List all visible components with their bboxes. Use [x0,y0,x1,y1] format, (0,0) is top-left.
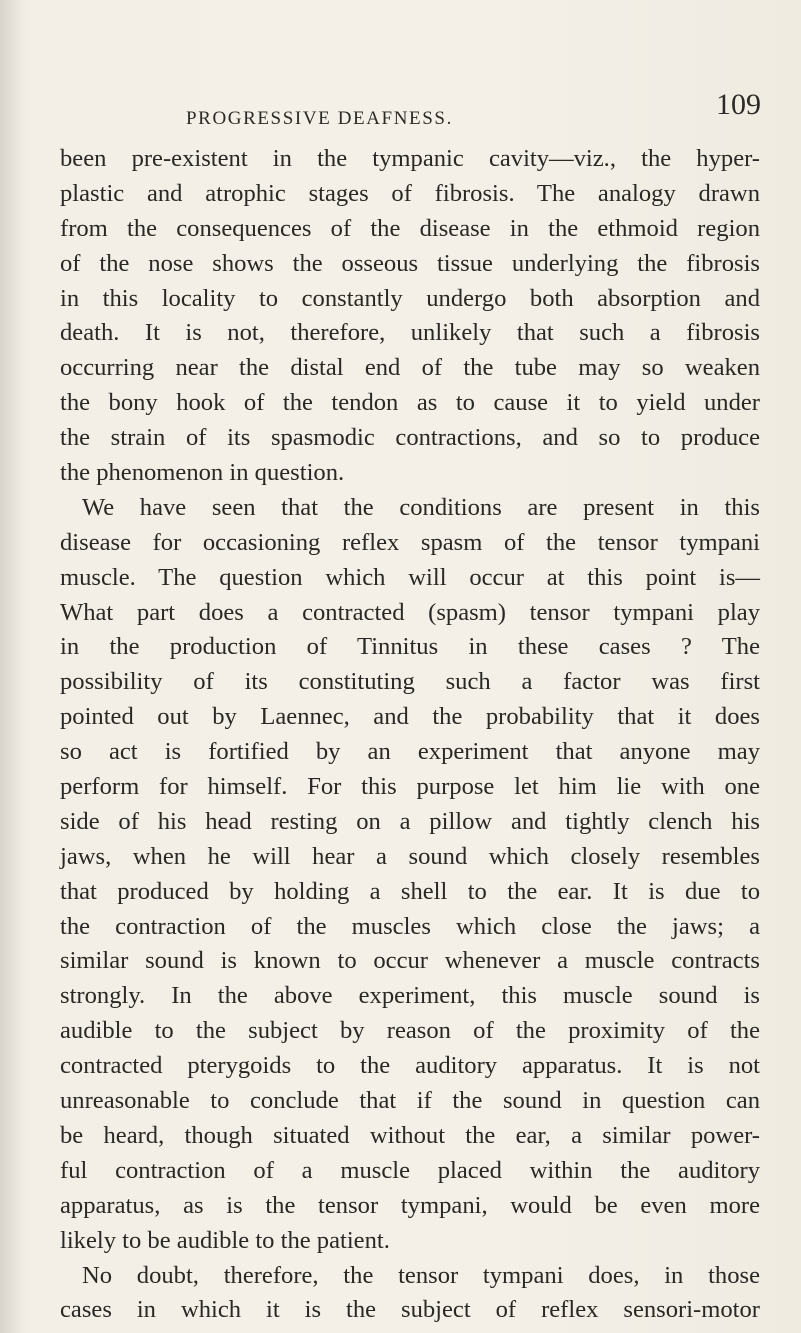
running-title: PROGRESSIVE DEAFNESS. [186,108,453,129]
text-line: so act is fortified by an experiment that anyone may [60,738,760,766]
text-line: strongly. In the above experiment, this muscle sound is [60,982,760,1010]
text-line: the phenomenon in question. [60,459,345,487]
text-line: side of his head resting on a pillow and tightly clench his [60,807,760,835]
text-line: from the consequences of the disease in the ethmoid region [60,214,760,242]
text-line: the strain of its spasmodic contractions, and so to produce [60,424,760,452]
text-line: muscle. The question which will occur at this point is— [60,563,760,591]
page-gutter-shadow [0,0,22,1333]
text-line: plastic and atrophic stages of fibrosis. The analogy drawn [60,179,760,207]
text-line: possibility of its constituting such a factor was first [60,668,760,696]
text-line: We have seen that the conditions are present in this [82,493,760,521]
text-line: What part does a contracted (spasm) tensor tympani play [60,598,760,626]
text-line: the contraction of the muscles which close the jaws; a [60,912,760,940]
text-line: apparatus, as is the tensor tympani, would be even more [60,1191,760,1219]
text-line: cases in which it is the subject of reflex sensori-motor [60,1296,760,1324]
text-line: perform for himself. For this purpose let him lie with one [60,773,760,801]
text-line: the bony hook of the tendon as to cause it to yield under [60,389,760,417]
page-number: 109 [716,88,761,121]
text-line: of the nose shows the osseous tissue underlying the fibrosis [60,249,760,277]
text-line: jaws, when he will hear a sound which closely resembles [60,842,760,870]
text-line: pointed out by Laennec, and the probability that it does [60,703,760,731]
text-line: No doubt, therefore, the tensor tympani does, in those [82,1261,760,1289]
text-line: likely to be audible to the patient. [60,1226,390,1254]
text-line: been pre-existent in the tympanic cavity—viz., the hyper- [60,145,760,172]
text-line: occurring near the distal end of the tube may so weaken [60,354,760,382]
text-line: audible to the subject by reason of the proximity of the [60,1017,760,1045]
text-line: contracted pterygoids to the auditory apparatus. It is not [60,1052,760,1080]
text-line: unreasonable to conclude that if the sound in question can [60,1087,760,1115]
text-line: ful contraction of a muscle placed within the auditory [60,1156,760,1184]
text-line: be heard, though situated without the ear, a similar power- [60,1121,760,1149]
text-line: death. It is not, therefore, unlikely that such a fibrosis [60,319,760,347]
text-line: in the production of Tinnitus in these cases ? The [60,633,760,661]
text-line: in this locality to constantly undergo both absorption and [60,284,760,312]
body-text [60,142,760,1328]
text-line: disease for occasioning reflex spasm of the tensor tympani [60,528,760,556]
text-line: that produced by holding a shell to the ear. It is due to [60,877,760,905]
text-line: similar sound is known to occur whenever a muscle contracts [60,947,760,975]
